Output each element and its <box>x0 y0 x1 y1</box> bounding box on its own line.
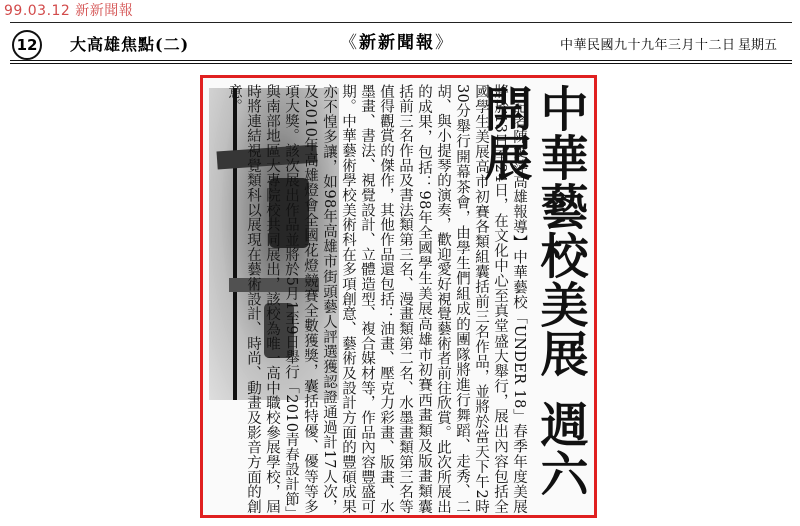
bracket-right: 》 <box>435 33 454 53</box>
header-rule <box>10 60 792 64</box>
section-title: 大高雄焦點(二) <box>70 35 190 54</box>
top-rule <box>10 22 792 23</box>
headline-part-1: 中華藝校美展 <box>532 84 588 378</box>
date-stamp: 99.03.12 新新聞報 <box>4 3 134 19</box>
article-clipping <box>200 75 597 518</box>
article-headline <box>476 84 588 514</box>
weekday: 星期五 <box>738 38 778 53</box>
publication-date: 中華民國九十九年三月十二日 <box>560 38 736 53</box>
newspaper-name-text: 新新聞報 <box>359 33 435 53</box>
page-number: 12 <box>12 30 42 60</box>
newspaper-name <box>340 28 454 53</box>
headline-part-2: 週六開展 <box>476 84 588 498</box>
bracket-left: 《 <box>340 33 359 53</box>
article-body-text: 【記者陳雯萍高雄報導】中華藝校「UNDER 18」春季年度美展將於13日至24日，在文化中心至真堂盛大舉行，展出內容包括全國學生美展高市初賽各類組囊括前三名作品，並將於當天下午2時30分舉行開幕茶會，由學生們組成的團隊將進行舞蹈、走秀、二胡、與小提琴的演奏，歡迎愛好視覺藝術者前往欣賞。此次所展出的成果，包括：98年全國學生美展高雄市初賽西畫類及版畫類囊括前三名作品及書法類第三名、漫畫類第二名、水墨畫類第三名等值得觀賞的傑作，其他作品還包括：油畫、壓克力彩畫、版畫、水墨畫、書法、視覺設計、立體造型、複合媒材等，作品內容豐盛可期。中華藝術學校美術科在多項創意、藝術及設計方面的豐碩成果亦不惶多讓，如98年高雄市街頭藝人評選獲認證通過計17人次，及2010年高雄燈會全國花燈競賽全數獲獎，囊括特優、優等等多項大獎。該次展出作品並將於5月1至9日舉行「2010青春設計節」與南部地區大專院校共同展出，該校為唯一高中職校參展學校，屆時將連結視覺類科以展現在藝術設計、時尚、動畫及影音方面的創意。 <box>226 84 527 514</box>
